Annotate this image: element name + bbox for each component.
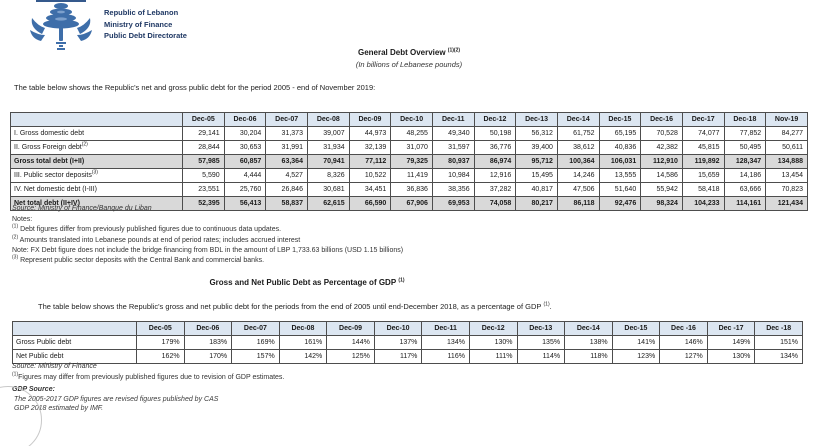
cell-value: 92,476 xyxy=(599,197,641,211)
cell-value: 26,846 xyxy=(266,183,308,197)
column-header: Dec-11 xyxy=(432,113,474,127)
org-line-2: Ministry of Finance xyxy=(104,19,173,29)
cell-value: 80,217 xyxy=(516,197,558,211)
gdp-percentage-table xyxy=(12,321,803,364)
cell-value: 52,395 xyxy=(183,197,225,211)
column-header: Dec-07 xyxy=(266,113,308,127)
cell-value: 13,555 xyxy=(599,169,641,183)
cell-value: 146% xyxy=(660,336,708,350)
table-header-row xyxy=(11,113,808,127)
cell-value: 12,916 xyxy=(474,169,516,183)
cell-value: 61,752 xyxy=(557,127,599,141)
cell-value: 70,823 xyxy=(766,183,808,197)
section2-intro-period: . xyxy=(549,302,552,311)
cell-value: 45,815 xyxy=(682,141,724,155)
cell-value: 95,712 xyxy=(516,155,558,169)
section1-notes xyxy=(12,215,403,266)
note-superscript: (2) xyxy=(12,234,19,241)
cell-value: 111% xyxy=(469,350,517,364)
row-label: Gross total debt (I+II) xyxy=(11,155,183,169)
cell-value: 84,277 xyxy=(766,127,808,141)
cell-value: 23,551 xyxy=(183,183,225,197)
column-header: Dec-05 xyxy=(183,113,225,127)
cell-value: 134% xyxy=(422,336,470,350)
cell-value: 134% xyxy=(755,350,803,364)
cell-value: 137% xyxy=(374,336,422,350)
section2-source: Source: Ministry of Finance xyxy=(12,363,97,370)
section1-intro: The table below shows the Republic's net and gross public debt for the period 2005 - end of November 2019: xyxy=(14,83,376,92)
cell-value: 5,590 xyxy=(183,169,225,183)
cell-value: 36,776 xyxy=(474,141,516,155)
cell-value: 123% xyxy=(612,350,660,364)
cell-value: 47,506 xyxy=(557,183,599,197)
corner-cell xyxy=(13,322,137,336)
cell-value: 70,941 xyxy=(307,155,349,169)
gdp-source-label: GDP Source: xyxy=(12,386,55,393)
cell-value: 151% xyxy=(755,336,803,350)
cell-value: 170% xyxy=(184,350,232,364)
cell-value: 67,906 xyxy=(391,197,433,211)
cell-value: 65,195 xyxy=(599,127,641,141)
cell-value: 55,942 xyxy=(641,183,683,197)
column-header: Dec-11 xyxy=(422,322,470,336)
cell-value: 31,373 xyxy=(266,127,308,141)
cell-value: 36,836 xyxy=(391,183,433,197)
cell-value: 127% xyxy=(660,350,708,364)
cell-value: 98,324 xyxy=(641,197,683,211)
section2-title-text: Gross and Net Public Debt as Percentage of GDP xyxy=(209,278,397,287)
note-line-1 xyxy=(12,225,403,235)
cell-value: 56,312 xyxy=(516,127,558,141)
cell-value: 49,340 xyxy=(432,127,474,141)
note-superscript: (1) xyxy=(12,371,19,378)
cell-value: 100,364 xyxy=(557,155,599,169)
cell-value: 40,836 xyxy=(599,141,641,155)
cell-value: 74,058 xyxy=(474,197,516,211)
cell-value: 141% xyxy=(612,336,660,350)
table-row xyxy=(11,127,808,141)
column-header: Dec-06 xyxy=(184,322,232,336)
cell-value: 125% xyxy=(327,350,375,364)
cell-value: 135% xyxy=(517,336,565,350)
section2-intro xyxy=(38,302,552,311)
cell-value: 31,070 xyxy=(391,141,433,155)
section2-note xyxy=(12,371,285,381)
note-line-3 xyxy=(12,246,403,256)
cell-value: 130% xyxy=(707,350,755,364)
note-superscript: (3) xyxy=(12,254,19,261)
row-label-superscript: (2) xyxy=(81,141,88,148)
cell-value: 118% xyxy=(565,350,613,364)
row-label: Net Public debt xyxy=(13,350,137,364)
column-header: Dec-10 xyxy=(374,322,422,336)
note-text: Figures may differ from previously published figures due to revision of GDP estimates. xyxy=(18,374,285,381)
cell-value: 32,139 xyxy=(349,141,391,155)
section2-intro-superscript: (1) xyxy=(543,301,550,308)
notes-label: Notes: xyxy=(12,216,33,223)
cell-value: 114% xyxy=(517,350,565,364)
column-header: Dec-17 xyxy=(682,113,724,127)
cell-value: 31,597 xyxy=(432,141,474,155)
cell-value: 60,857 xyxy=(224,155,266,169)
column-header: Dec-12 xyxy=(474,113,516,127)
row-label: Net total debt (II+IV) xyxy=(11,197,183,211)
note-line-2 xyxy=(12,236,403,246)
gdp-source-line-1: The 2005-2017 GDP figures are revised figures published by CAS xyxy=(14,396,219,403)
column-header: Dec-12 xyxy=(469,322,517,336)
section1-source: Source: Ministry of Finance/Banque du Liban xyxy=(12,205,152,212)
row-label: II. Gross Foreign debt$^{(2)}$ xyxy=(11,141,183,155)
column-header: Dec-09 xyxy=(349,113,391,127)
table-header-row xyxy=(13,322,803,336)
cell-value: 56,413 xyxy=(224,197,266,211)
cell-value: 79,325 xyxy=(391,155,433,169)
column-header: Dec-13 xyxy=(516,113,558,127)
ministry-logo xyxy=(28,0,94,52)
cell-value: 58,837 xyxy=(266,197,308,211)
cell-value: 130% xyxy=(469,336,517,350)
cell-value: 106,031 xyxy=(599,155,641,169)
cell-value: 80,937 xyxy=(432,155,474,169)
cell-value: 162% xyxy=(137,350,185,364)
column-header: Dec-08 xyxy=(307,113,349,127)
column-header: Dec -16 xyxy=(660,322,708,336)
cell-value: 10,522 xyxy=(349,169,391,183)
cell-value: 14,246 xyxy=(557,169,599,183)
cell-value: 40,817 xyxy=(516,183,558,197)
column-header: Dec-15 xyxy=(612,322,660,336)
cell-value: 63,666 xyxy=(724,183,766,197)
cell-value: 34,451 xyxy=(349,183,391,197)
cell-value: 44,973 xyxy=(349,127,391,141)
cell-value: 30,681 xyxy=(307,183,349,197)
column-header: Dec-08 xyxy=(279,322,327,336)
row-label: III. Public sector deposits$^{(3)}$ xyxy=(11,169,183,183)
note-text: Amounts translated into Lebanese pounds at end of period rates; includes accrued interest xyxy=(18,236,301,244)
table-row xyxy=(11,169,808,183)
cell-value: 4,527 xyxy=(266,169,308,183)
row-label-superscript: (3) xyxy=(91,169,98,176)
cell-value: 15,659 xyxy=(682,169,724,183)
cell-value: 114,161 xyxy=(724,197,766,211)
cell-value: 74,077 xyxy=(682,127,724,141)
cell-value: 39,007 xyxy=(307,127,349,141)
column-header: Dec-10 xyxy=(391,113,433,127)
row-label: Gross Public debt xyxy=(13,336,137,350)
note-line-4 xyxy=(12,256,403,266)
cell-value: 57,985 xyxy=(183,155,225,169)
section1-title-text: General Debt Overview xyxy=(357,48,446,57)
table-row xyxy=(11,155,808,169)
letterhead-org-block xyxy=(104,7,187,42)
cell-value: 14,586 xyxy=(641,169,683,183)
cell-value: 38,612 xyxy=(557,141,599,155)
cell-value: 119,892 xyxy=(682,155,724,169)
column-header: Dec-07 xyxy=(232,322,280,336)
cell-value: 50,611 xyxy=(766,141,808,155)
cedar-tree-icon xyxy=(28,0,94,52)
table-row xyxy=(13,350,803,364)
cell-value: 15,495 xyxy=(516,169,558,183)
cell-value: 13,454 xyxy=(766,169,808,183)
column-header: Dec-16 xyxy=(641,113,683,127)
note-text: Note: FX Debt figure does not include the bridge financing from BDL in the amount of LBP 1,733.63 billions (USD 1.15 billions) xyxy=(12,246,404,254)
cell-value: 70,528 xyxy=(641,127,683,141)
cell-value: 134,888 xyxy=(766,155,808,169)
cell-value: 58,418 xyxy=(682,183,724,197)
debt-overview-table xyxy=(10,112,808,211)
cell-value: 50,198 xyxy=(474,127,516,141)
cell-value: 138% xyxy=(565,336,613,350)
cell-value: 30,204 xyxy=(224,127,266,141)
watermark-circle xyxy=(0,386,42,446)
section1-title xyxy=(0,48,818,57)
cell-value: 116% xyxy=(422,350,470,364)
cell-value: 121,434 xyxy=(766,197,808,211)
cell-value: 161% xyxy=(279,336,327,350)
cell-value: 86,974 xyxy=(474,155,516,169)
cell-value: 169% xyxy=(232,336,280,350)
cell-value: 31,991 xyxy=(266,141,308,155)
table-row xyxy=(11,141,808,155)
column-header: Dec-05 xyxy=(137,322,185,336)
cell-value: 117% xyxy=(374,350,422,364)
cell-value: 14,186 xyxy=(724,169,766,183)
org-line-3: Public Debt Directorate xyxy=(104,31,187,40)
cell-value: 63,364 xyxy=(266,155,308,169)
table-row xyxy=(11,183,808,197)
cell-value: 77,112 xyxy=(349,155,391,169)
note-text: Debt figures differ from previously published figures due to continuous data updates. xyxy=(18,226,282,234)
column-header: Dec-18 xyxy=(724,113,766,127)
cell-value: 4,444 xyxy=(224,169,266,183)
cell-value: 149% xyxy=(707,336,755,350)
cell-value: 144% xyxy=(327,336,375,350)
section2-title xyxy=(0,278,614,287)
cell-value: 142% xyxy=(279,350,327,364)
section1-subtitle: (In billions of Lebanese pounds) xyxy=(355,60,463,69)
gdp-source-line-2: GDP 2018 estimated by IMF. xyxy=(14,405,104,412)
cell-value: 31,934 xyxy=(307,141,349,155)
column-header: Nov-19 xyxy=(766,113,808,127)
cell-value: 28,844 xyxy=(183,141,225,155)
cell-value: 69,953 xyxy=(432,197,474,211)
cell-value: 128,347 xyxy=(724,155,766,169)
section1-title-superscript: (1)(2) xyxy=(447,47,461,54)
cell-value: 50,495 xyxy=(724,141,766,155)
column-header: Dec-13 xyxy=(517,322,565,336)
cell-value: 10,984 xyxy=(432,169,474,183)
column-header: Dec-09 xyxy=(327,322,375,336)
cell-value: 157% xyxy=(232,350,280,364)
cell-value: 11,419 xyxy=(391,169,433,183)
column-header: Dec -18 xyxy=(755,322,803,336)
cell-value: 86,118 xyxy=(557,197,599,211)
row-label: IV. Net domestic debt (I-III) xyxy=(11,183,183,197)
cell-value: 112,910 xyxy=(641,155,683,169)
cell-value: 37,282 xyxy=(474,183,516,197)
cell-value: 25,760 xyxy=(224,183,266,197)
cell-value: 39,400 xyxy=(516,141,558,155)
table-row xyxy=(13,336,803,350)
cell-value: 51,640 xyxy=(599,183,641,197)
cell-value: 179% xyxy=(137,336,185,350)
cell-value: 30,653 xyxy=(224,141,266,155)
cell-value: 42,382 xyxy=(641,141,683,155)
section2-title-superscript: (1) xyxy=(398,277,405,284)
section2-intro-text: The table below shows the Republic's gross and net public debt for the periods from the end of 2005 until end-December 2018, as a percentage of GDP xyxy=(38,302,542,311)
column-header: Dec-15 xyxy=(599,113,641,127)
corner-cell xyxy=(11,113,183,127)
cell-value: 66,590 xyxy=(349,197,391,211)
cell-value: 62,615 xyxy=(307,197,349,211)
cell-value: 77,852 xyxy=(724,127,766,141)
column-header: Dec-14 xyxy=(557,113,599,127)
cell-value: 104,233 xyxy=(682,197,724,211)
row-label: I. Gross domestic debt xyxy=(11,127,183,141)
org-line-1: Republic of Lebanon xyxy=(104,8,179,17)
note-text: Represent public sector deposits with the Central Bank and commercial banks. xyxy=(18,257,265,265)
cell-value: 48,255 xyxy=(391,127,433,141)
note-superscript: (1) xyxy=(12,223,19,230)
cell-value: 29,141 xyxy=(183,127,225,141)
cell-value: 8,326 xyxy=(307,169,349,183)
column-header: Dec-14 xyxy=(565,322,613,336)
column-header: Dec -17 xyxy=(707,322,755,336)
column-header: Dec-06 xyxy=(224,113,266,127)
cell-value: 38,356 xyxy=(432,183,474,197)
cell-value: 183% xyxy=(184,336,232,350)
